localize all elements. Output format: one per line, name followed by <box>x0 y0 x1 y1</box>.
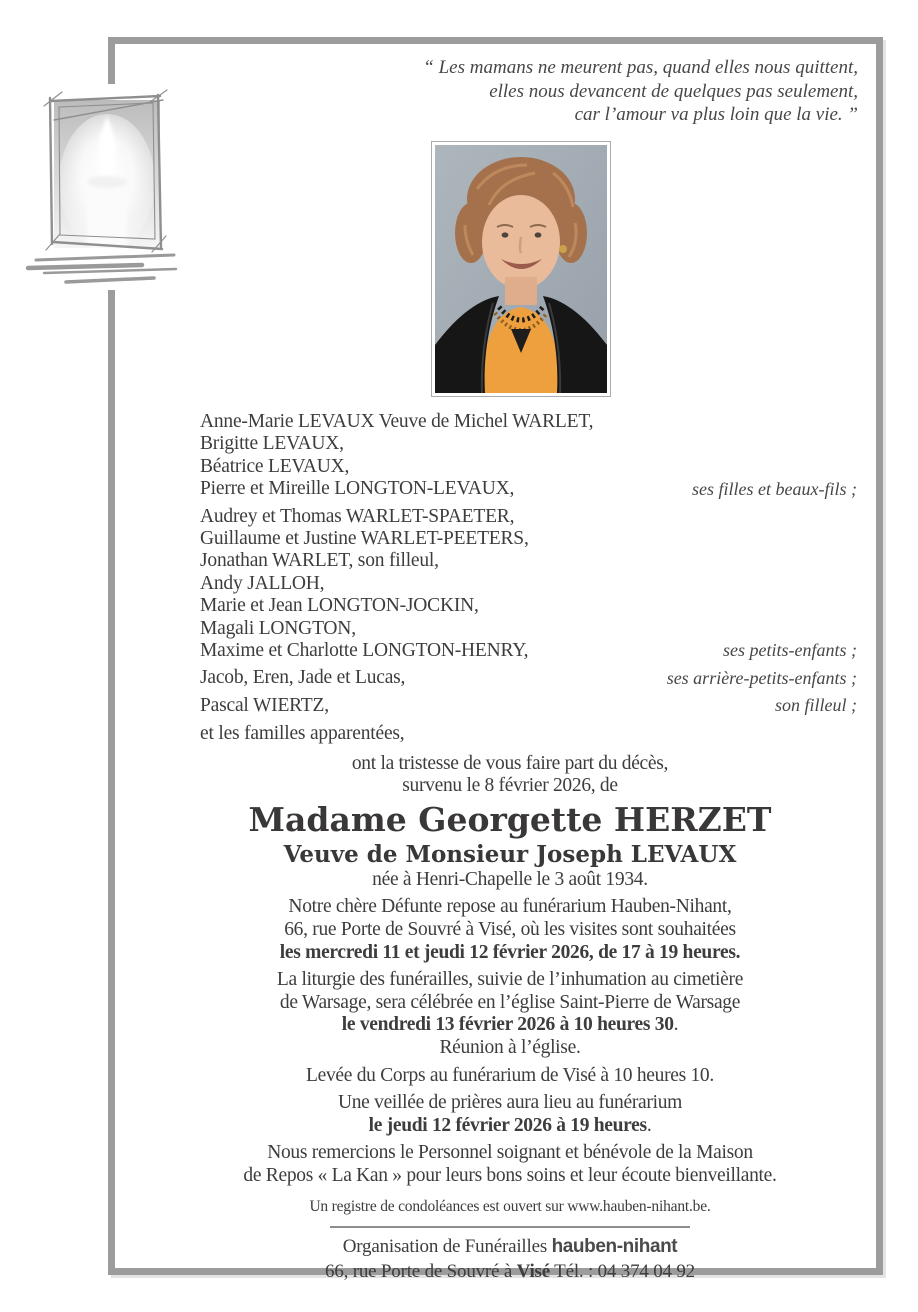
memorial-quote <box>423 56 858 127</box>
announcement <box>115 753 877 1283</box>
thanks-line: Nous remercions le Personnel soignant et bénévole de la Maison <box>267 1142 753 1164</box>
announcement-intro-line: ont la tristesse de vous faire part du décès, <box>351 752 669 774</box>
organizer-text: Organisation de Funérailles <box>342 1235 552 1257</box>
address-city: Visé <box>516 1260 550 1282</box>
repose-line: Notre chère Défunte repose au funérarium Hauben-Nihant, <box>288 896 732 918</box>
funeral-date-suffix: . <box>673 1014 679 1036</box>
quote-line: elles nous devancent de quelques pas seulement, <box>489 80 858 102</box>
condolence-register-line: Un registre de condoléances est ouvert sur www.hauben-nihant.be. <box>309 1197 711 1215</box>
liturgy-line: de Warsage, sera célébrée en l’église Saint-Pierre de Warsage <box>279 991 741 1013</box>
meeting-line: Réunion à l’église. <box>439 1037 581 1059</box>
vigil-date: le jeudi 12 février 2026 à 19 heures <box>368 1114 647 1136</box>
quote-line: “ Les mamans ne meurent pas, quand elles nous quittent, <box>423 57 858 78</box>
mourners-list <box>115 411 877 746</box>
mourner-line: Brigitte LEVAUX, <box>200 433 344 455</box>
vigil-date-suffix: . <box>646 1114 652 1136</box>
candle-sketch-image <box>24 84 194 290</box>
mourners-names <box>200 411 593 501</box>
relation-label: ses petits-enfants ; <box>723 640 857 661</box>
relation-label: ses arrière-petits-enfants ; <box>666 667 857 688</box>
mourners-closing: et les familles apparentées, <box>200 723 405 745</box>
funeral-date: le vendredi 13 février 2026 à 10 heures 30 <box>341 1014 674 1036</box>
repose-paragraph <box>143 896 877 964</box>
main-content <box>115 411 877 1283</box>
thanks-line: de Repos « La Kan » pour leurs bons soins et leur écoute bienveillante. <box>243 1165 777 1186</box>
mourner-line: Pascal WIERTZ, <box>200 694 329 716</box>
relation-label: ses filles et beaux-fils ; <box>692 478 857 499</box>
deceased-name: Madame Georgette HERZET <box>248 799 772 839</box>
organizer-address-line <box>143 1261 877 1283</box>
mourner-line: Anne-Marie LEVAUX Veuve de Michel WARLET, <box>200 411 594 432</box>
mourner-line: Maxime et Charlotte LONGTON-HENRY, <box>200 640 529 662</box>
repose-line: 66, rue Porte de Souvré à Visé, où les visites sont souhaitées <box>284 919 736 941</box>
candle-icon <box>24 84 194 290</box>
levee-line: Levée du Corps au funérarium de Visé à 10 heures 10. <box>306 1064 714 1086</box>
portrait-photo <box>431 141 611 397</box>
mourners-group-greatgrandchildren <box>200 667 857 689</box>
birth-line: née à Henri-Chapelle le 3 août 1934. <box>372 868 648 890</box>
deceased-subtitle: Veuve de Monsieur Joseph LEVAUX <box>283 840 737 868</box>
organizer-line <box>143 1236 877 1258</box>
announcement-intro-line: survenu le 8 février 2026, de <box>402 775 618 797</box>
liturgy-line: La liturgie des funérailles, suivie de l’inhumation au cimetière <box>276 969 744 991</box>
liturgy-paragraph <box>143 969 877 1059</box>
thanks-paragraph <box>143 1142 877 1187</box>
address-text: 66, rue Porte de Souvré à <box>325 1260 517 1282</box>
mourner-line: Pierre et Mireille LONGTON-LEVAUX, <box>200 478 515 500</box>
vigil-paragraph <box>143 1092 877 1137</box>
funeral-home-brand: hauben-nihant <box>551 1235 678 1257</box>
mourner-line: Béatrice LEVAUX, <box>200 455 350 477</box>
vigil-line: Une veillée de prières aura lieu au funérarium <box>337 1092 683 1114</box>
mourner-line: Marie et Jean LONGTON-JOCKIN, <box>200 595 479 617</box>
mourner-line: Magali LONGTON, <box>200 617 356 639</box>
mourners-names <box>200 506 529 663</box>
mourner-line: Jacob, Eren, Jade et Lucas, <box>200 667 406 689</box>
mourners-group-godson <box>200 695 857 717</box>
visits-schedule: les mercredi 11 et jeudi 12 février 2026, de 17 à 19 heures. <box>279 941 741 963</box>
mourner-line: Jonathan WARLET, son filleul, <box>200 550 439 572</box>
mourner-line: Guillaume et Justine WARLET-PEETERS, <box>200 528 529 550</box>
phone-number: Tél. : 04 374 04 92 <box>549 1260 695 1282</box>
quote-line: car l’amour va plus loin que la vie. ” <box>574 104 858 125</box>
vigil-date-line <box>143 1115 877 1138</box>
mourners-group-grandchildren <box>200 506 857 663</box>
footer-separator <box>330 1226 690 1228</box>
funeral-date-line <box>143 1014 877 1037</box>
mourner-line: Audrey et Thomas WARLET-SPAETER, <box>200 505 515 527</box>
portrait-image <box>435 145 607 393</box>
mourner-line: Andy JALLOH, <box>200 572 325 594</box>
relation-label: son filleul ; <box>775 695 857 716</box>
mourners-group-daughters <box>200 411 857 501</box>
